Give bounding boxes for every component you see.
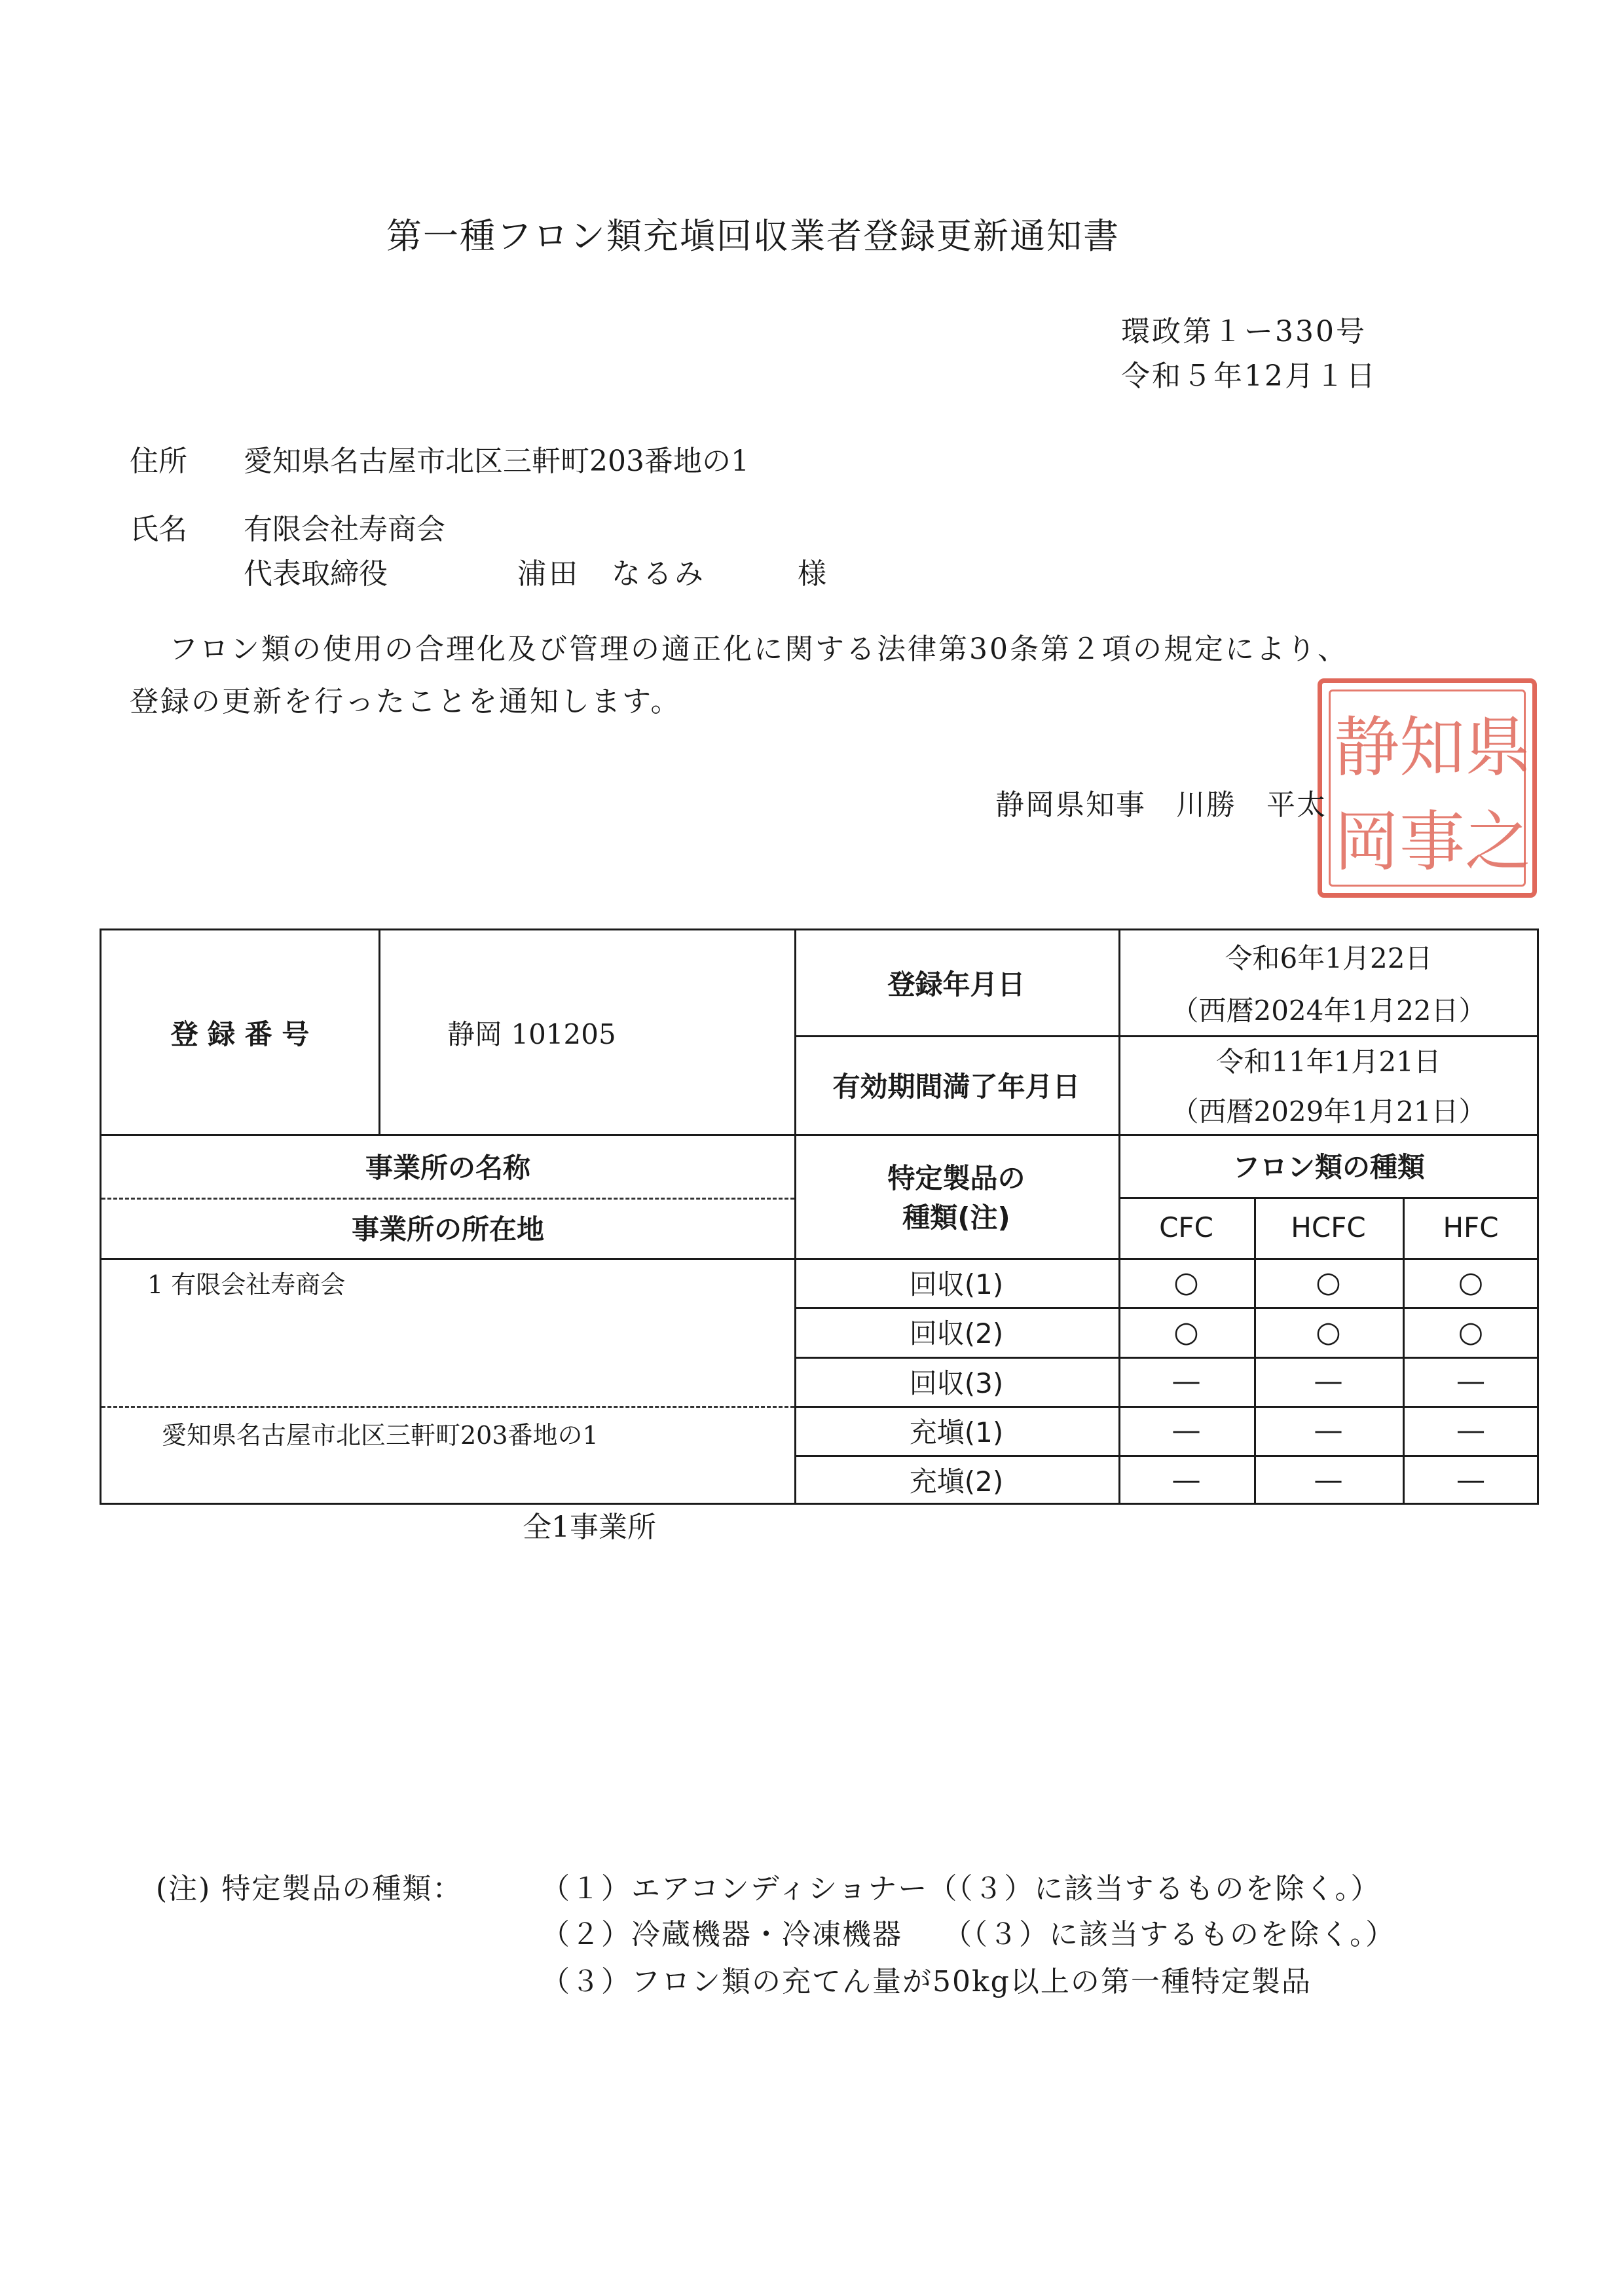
- name-label: 氏名: [130, 513, 187, 546]
- seal-char: 事: [1399, 803, 1465, 880]
- governor-signature: 静岡県知事 川勝 平太: [995, 788, 1327, 822]
- official-seal: [1318, 678, 1537, 898]
- expiry-date-western: （西暦2029年1月21日）: [1171, 1095, 1486, 1128]
- expiry-date-label: 有効期間満了年月日: [832, 1070, 1080, 1103]
- seal-char: 知: [1399, 709, 1465, 786]
- row-hfc: —: [1456, 1365, 1485, 1398]
- seal-char: 之: [1465, 803, 1530, 880]
- reg-date-value: 令和6年1月22日: [1225, 942, 1433, 974]
- honorific: 様: [798, 557, 826, 591]
- body-line-2: 登録の更新を行ったことを通知します。: [130, 685, 682, 718]
- row-hcfc: —: [1314, 1463, 1343, 1497]
- address-value: 愛知県名古屋市北区三軒町203番地の1: [244, 445, 749, 478]
- address-label: 住所: [130, 445, 187, 478]
- row-cfc: ○: [1173, 1266, 1199, 1299]
- document-title: 第一種フロン類充塡回収業者登録更新通知書: [386, 215, 1120, 257]
- row-hcfc: —: [1314, 1365, 1343, 1398]
- row-label: 回収(2): [909, 1317, 1004, 1350]
- representative-name: 浦田 なるみ: [517, 557, 706, 591]
- document-date: 令和５年12月１日: [1121, 359, 1377, 393]
- row-hcfc: ○: [1316, 1315, 1341, 1349]
- freon-type-header: フロン類の種類: [1232, 1151, 1425, 1183]
- seal-char: 岡: [1334, 803, 1399, 880]
- row-hcfc: ○: [1316, 1266, 1341, 1299]
- reg-number-value: 静岡 101205: [447, 1018, 616, 1050]
- row-cfc: —: [1172, 1365, 1201, 1398]
- note-item-2: （２）冷蔵機器・冷凍機器 （（３）に該当するものを除く。）: [541, 1918, 1396, 1951]
- product-type-line-2: 種類(注): [902, 1201, 1010, 1234]
- notes-label: (注) 特定製品の種類：: [156, 1872, 463, 1905]
- dashed-rule: [101, 1406, 794, 1408]
- expiry-date-value: 令和11年1月21日: [1216, 1046, 1441, 1078]
- reg-number-label: 登 録 番 号: [170, 1018, 310, 1050]
- seal-char: 県: [1465, 709, 1530, 786]
- row-hfc: ○: [1458, 1315, 1484, 1349]
- col-hcfc: HCFC: [1291, 1211, 1366, 1243]
- note-item-1: （１）エアコンディショナー（（３）に該当するものを除く。）: [541, 1872, 1381, 1905]
- row-label: 充塡(2): [909, 1465, 1004, 1498]
- reg-date-label: 登録年月日: [887, 968, 1025, 1001]
- row-cfc: —: [1172, 1414, 1201, 1447]
- seal-grid: [1334, 695, 1530, 881]
- seal-char: 静: [1334, 709, 1399, 786]
- body-line-1: フロン類の使用の合理化及び管理の適正化に関する法律第30条第２項の規定により、: [169, 633, 1348, 666]
- row-hfc: ○: [1458, 1266, 1484, 1299]
- registration-table: [100, 929, 1539, 1505]
- reg-date-western: （西暦2024年1月22日）: [1171, 995, 1486, 1027]
- company-name: 有限会社寿商会: [244, 513, 445, 546]
- office-name: 1 有限会社寿商会: [147, 1270, 346, 1299]
- col-cfc: CFC: [1159, 1211, 1213, 1243]
- row-label: 回収(3): [909, 1367, 1004, 1399]
- row-cfc: —: [1172, 1463, 1201, 1497]
- note-item-3: （３）フロン類の充てん量が50kg以上の第一種特定製品: [541, 1965, 1312, 1998]
- product-type-line-1: 特定製品の: [887, 1162, 1025, 1194]
- document-number: 環政第１ー330号: [1121, 315, 1367, 348]
- representative-title: 代表取締役: [244, 557, 388, 591]
- office-address: 愛知県名古屋市北区三軒町203番地の1: [162, 1421, 599, 1450]
- row-label: 回収(1): [909, 1268, 1004, 1300]
- office-name-header: 事業所の名称: [365, 1151, 530, 1184]
- total-offices: 全1事業所: [523, 1511, 656, 1544]
- col-hfc: HFC: [1443, 1211, 1499, 1243]
- row-hfc: —: [1456, 1463, 1485, 1497]
- row-label: 充塡(1): [909, 1416, 1004, 1448]
- row-cfc: ○: [1173, 1315, 1199, 1349]
- office-location-header: 事業所の所在地: [351, 1213, 544, 1245]
- row-hfc: —: [1456, 1414, 1485, 1447]
- row-hcfc: —: [1314, 1414, 1343, 1447]
- product-type-header: [794, 1134, 1118, 1258]
